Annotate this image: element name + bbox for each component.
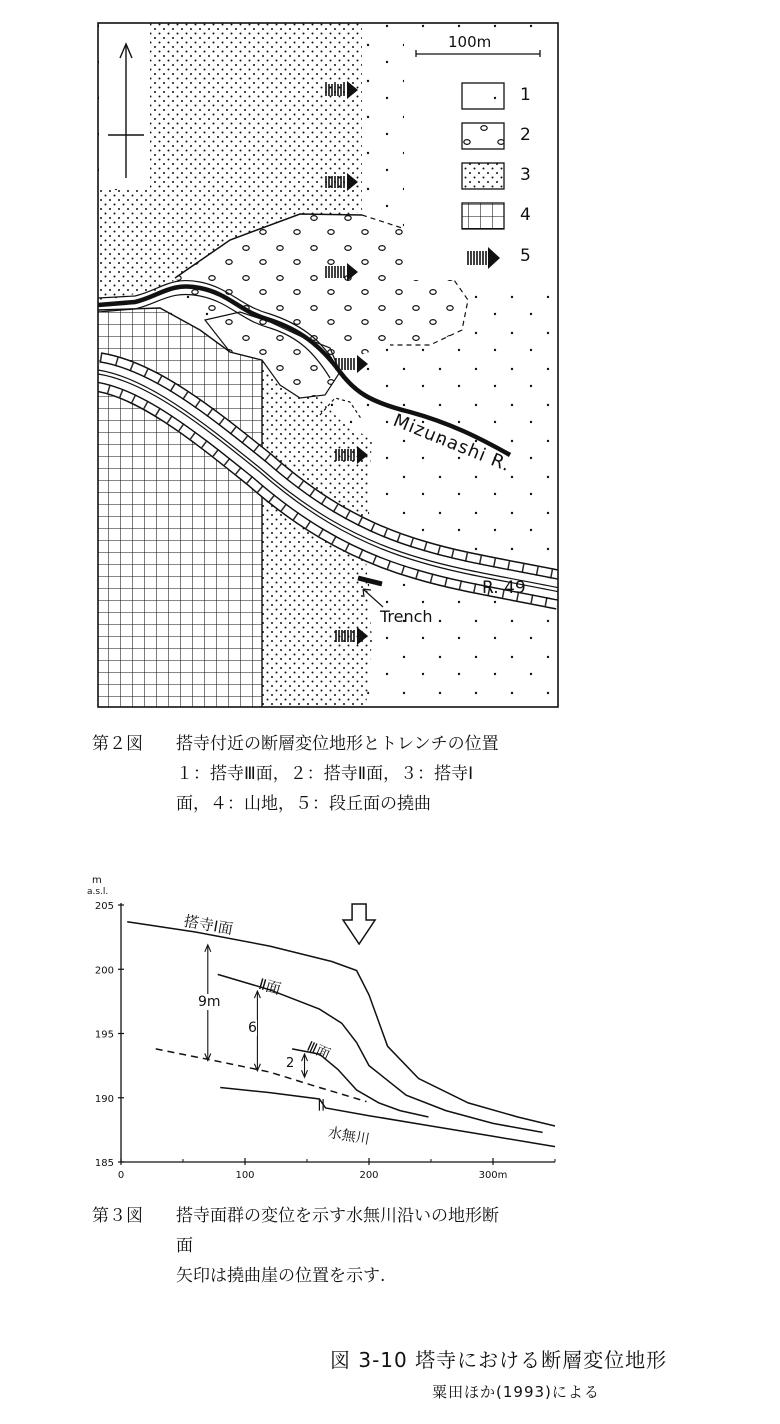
label-river: 水無川: [326, 1124, 371, 1149]
caption-fig3-line2: 面: [176, 1236, 193, 1256]
legend-label-1: 1: [520, 85, 531, 105]
flexure-scarp-arrow-icon: [343, 904, 375, 944]
y-tick-label: 200: [94, 965, 114, 977]
y-unit-label: m: [92, 875, 102, 886]
x-tick-label: 200: [359, 1170, 379, 1180]
y-tick-label: 195: [94, 1029, 114, 1041]
legend-label-5: 5: [520, 246, 531, 266]
caption-fig3-number: 第３図: [92, 1206, 143, 1226]
trench-pointer-icon: [355, 585, 395, 615]
figure-source: 粟田ほか(1993)による: [432, 1383, 600, 1401]
x-tick-label: 100: [235, 1170, 255, 1180]
x-tick-label: 300m: [478, 1170, 508, 1180]
series-surface2-line: [218, 974, 543, 1132]
series-offset-dashed-line: [156, 1049, 367, 1102]
label-offset-2: 2: [286, 1056, 295, 1071]
profile-chart: [0, 860, 780, 1180]
legend-label-2: 2: [520, 125, 531, 145]
river-label: Mizunashi R.: [390, 410, 514, 477]
series-surface3-line: [292, 1049, 428, 1117]
series-surface1-line: [127, 922, 555, 1126]
label-surface3: Ⅲ面: [304, 1038, 333, 1063]
legend-swatch-3: [462, 163, 504, 189]
legend-label-4: 4: [520, 205, 531, 225]
label-surface1: 搭寺Ⅰ面: [182, 911, 235, 939]
scale-label: 100m: [448, 33, 492, 51]
x-tick-label: 0: [117, 1170, 125, 1180]
caption-fig2-line1: 搭寺付近の断層変位地形とトレンチの位置: [176, 734, 499, 754]
series-river-line: [220, 1088, 555, 1147]
figure-title: 図 3-10 塔寺における断層変位地形: [330, 1348, 668, 1372]
caption-fig2-number: 第２図: [92, 734, 143, 754]
legend-label-3: 3: [520, 165, 531, 185]
y-tick-label: 205: [94, 901, 114, 912]
label-offset-6: 6: [248, 1020, 257, 1036]
legend-swatch-2: [462, 123, 504, 149]
y-unit-label-2: a.s.l.: [87, 887, 109, 897]
caption-fig3-line1: 搭寺面群の変位を示す水無川沿いの地形断: [176, 1206, 499, 1226]
label-surface2: Ⅱ面: [256, 974, 283, 999]
legend-swatch-4: [462, 203, 504, 229]
legend-swatch-1: [462, 83, 504, 109]
y-tick-label: 190: [94, 1093, 114, 1105]
y-tick-label: 185: [94, 1158, 114, 1169]
trench-label: Trench: [380, 607, 433, 626]
caption-fig3-line3: 矢印は撓曲崖の位置を示す.: [176, 1266, 386, 1286]
road-label: R. 49: [482, 578, 526, 598]
caption-fig2-line3: 面，４：山地，５：段丘面の撓曲: [176, 794, 431, 814]
label-offset-9m: 9m: [198, 994, 221, 1010]
caption-fig2-line2: １：搭寺Ⅲ面，２：搭寺Ⅱ面，３：搭寺Ⅰ: [176, 764, 474, 784]
